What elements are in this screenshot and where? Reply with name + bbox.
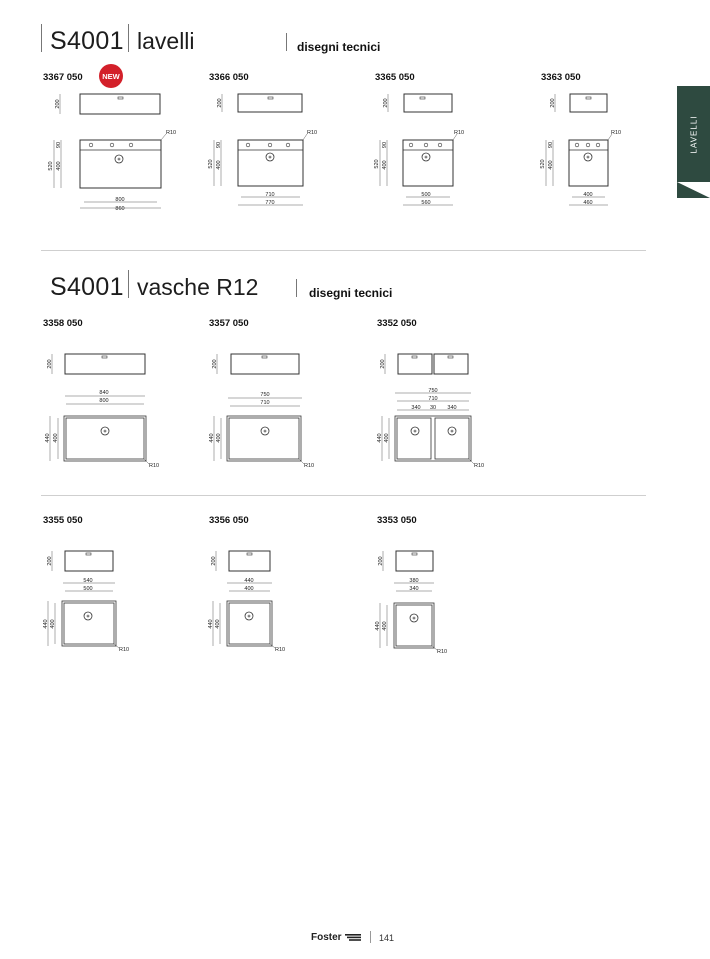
dim-label: 400 [244,586,254,592]
dim-label: 440 [244,578,254,584]
technical-drawing [368,88,478,218]
technical-drawing [535,88,635,218]
dim-label: 90 [382,141,388,149]
subtitle: disegni tecnici [297,40,381,54]
dim-label: 400 [384,433,390,443]
dim-label: 400 [216,433,222,443]
dim-label: 440 [43,619,49,629]
product-code: 3353 050 [377,515,417,526]
dim-label: 200 [55,99,61,109]
dim-label: 200 [47,359,53,369]
dim-label: 90 [56,141,62,149]
radius-label: R10 [307,130,318,136]
dim-label: 200 [380,359,386,369]
dim-label: 840 [99,390,109,396]
technical-drawing [200,88,330,218]
header-divider [296,279,297,297]
radius-label: R10 [275,647,286,653]
dim-label: 90 [216,141,222,149]
dim-label: 750 [260,392,270,398]
dim-label: 400 [382,621,388,631]
dim-label: 400 [53,433,59,443]
dim-label: 200 [211,556,217,566]
page-title: lavelli [137,28,195,54]
dim-label: 200 [47,556,53,566]
radius-label: R10 [119,647,130,653]
radius-label: R10 [437,649,448,655]
series-name: S4001 [50,27,124,55]
radius-label: R10 [304,463,315,469]
technical-drawing [205,350,325,475]
technical-drawing [40,350,180,475]
brand-logo-icon [345,933,361,941]
dim-label: 710 [260,400,270,406]
dim-label: 340 [409,586,419,592]
product-code: 3366 050 [209,72,249,83]
dim-label: 800 [99,398,109,404]
product-code: 3357 050 [209,318,249,329]
radius-label: R10 [611,130,622,136]
side-tab[interactable] [677,86,710,198]
dim-label: 380 [409,578,419,584]
dim-label: 500 [421,192,431,198]
technical-drawing [373,350,503,475]
dim-label: 340 [447,405,457,411]
new-badge: NEW [99,64,123,88]
dim-label: 440 [208,619,214,629]
dim-label: 520 [48,161,54,171]
dim-label: 200 [383,98,389,108]
dim-label: 440 [377,433,383,443]
dim-label: 440 [375,621,381,631]
radius-label: R10 [474,463,485,469]
product-code: 3367 050 [43,72,83,83]
header-divider [41,24,42,52]
dim-label: 400 [216,160,222,170]
product-code: 3363 050 [541,72,581,83]
dim-label: 400 [382,160,388,170]
dim-label: 460 [583,200,593,206]
side-tab-label: LAVELLI [689,115,699,153]
subtitle: disegni tecnici [309,286,393,300]
dim-label: 770 [265,200,275,206]
series-name: S4001 [50,273,124,301]
dim-label: 200 [378,556,384,566]
dim-label: 400 [215,619,221,629]
header-divider [286,33,287,51]
page-title: vasche R12 [137,274,259,300]
dim-label: 30 [429,405,437,411]
dim-label: 710 [428,396,438,402]
radius-label: R10 [149,463,160,469]
dim-label: 750 [428,388,438,394]
dim-label: 520 [374,159,380,169]
footer-brand [311,932,361,943]
technical-drawing [40,546,150,666]
dim-label: 860 [115,206,125,212]
product-code: 3358 050 [43,318,83,329]
dim-label: 200 [550,98,556,108]
dim-label: 500 [83,586,93,592]
dim-label: 710 [265,192,275,198]
header-divider [128,24,129,52]
product-code: 3352 050 [377,318,417,329]
dim-label: 800 [115,197,125,203]
dim-label: 90 [548,141,554,149]
brand-name: Foster [311,932,342,943]
header-divider [128,270,129,298]
section-divider [41,250,646,251]
dim-label: 520 [208,159,214,169]
dim-label: 400 [583,192,593,198]
product-code: 3355 050 [43,515,83,526]
radius-label: R10 [454,130,465,136]
dim-label: 540 [83,578,93,584]
technical-drawing [373,546,473,666]
technical-drawing [40,88,190,218]
dim-label: 200 [212,359,218,369]
section-divider [41,495,646,496]
technical-drawing [206,546,306,666]
page-number: 141 [379,933,395,943]
dim-label: 440 [209,433,215,443]
dim-label: 520 [540,159,546,169]
product-code: 3356 050 [209,515,249,526]
footer-divider [370,931,371,943]
dim-label: 400 [548,160,554,170]
dim-label: 400 [50,619,56,629]
dim-label: 400 [56,161,62,171]
dim-label: 340 [411,405,421,411]
dim-label: 440 [45,433,51,443]
radius-label: R10 [166,130,177,136]
product-code: 3365 050 [375,72,415,83]
dim-label: 560 [421,200,431,206]
dim-label: 200 [217,98,223,108]
